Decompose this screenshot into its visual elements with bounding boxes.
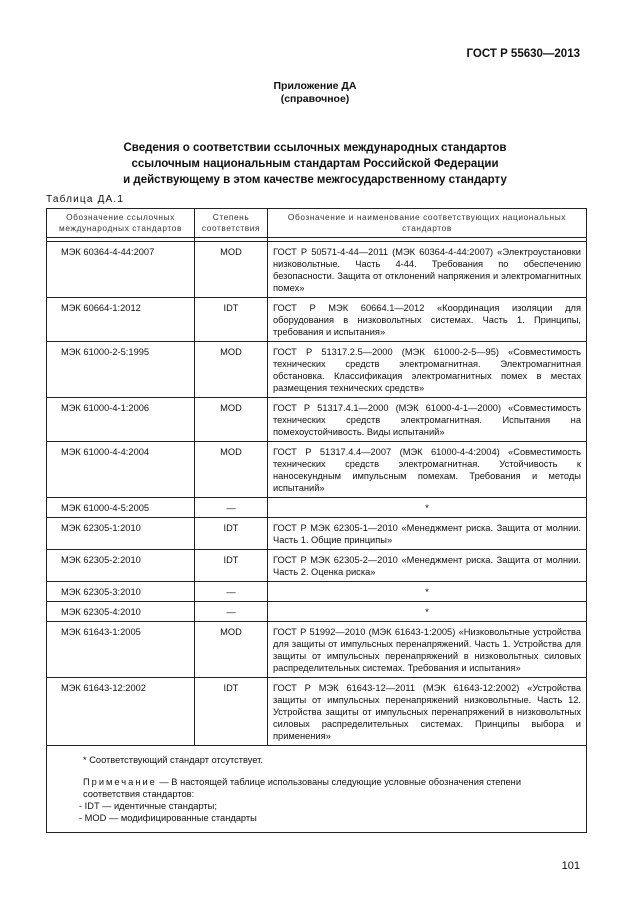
note-text: — В настоящей таблице использованы следующие условные обозначения степени соответствия стандартов: <box>83 777 522 799</box>
header-national-std: Обозначение и наименование соответствующих национальных стандартов <box>268 209 587 238</box>
international-std-cell: МЭК 60364-4-44:2007 <box>47 242 195 298</box>
international-std-cell: МЭК 62305-2:2010 <box>47 550 195 582</box>
international-std-cell: МЭК 60664-1:2012 <box>47 298 195 342</box>
correspondence-table-wrapper <box>46 208 586 833</box>
national-std-cell: ГОСТ Р МЭК 60664.1—2012 «Координация изоляции для оборудования в низковольтных системах. Часть 1. Принципы, требования и испытания» <box>268 298 587 342</box>
appendix-title: Приложение ДА <box>273 80 357 92</box>
national-std-cell: ГОСТ Р МЭК 62305-1—2010 «Менеджмент риска. Защита от молнии. Часть 1. Общие принципы» <box>268 518 587 550</box>
table-row <box>47 242 587 298</box>
degree-cell: IDT <box>195 298 268 342</box>
table-row <box>47 518 587 550</box>
degree-cell: MOD <box>195 242 268 298</box>
table-row <box>47 398 587 442</box>
international-std-cell: МЭК 61643-12:2002 <box>47 678 195 746</box>
international-std-cell: МЭК 61000-4-1:2006 <box>47 398 195 442</box>
national-std-cell: * <box>268 582 587 602</box>
degree-cell: MOD <box>195 622 268 678</box>
table-row <box>47 342 587 398</box>
appendix-heading <box>0 80 630 106</box>
section-title-line: Сведения о соответствии ссылочных международных стандартов <box>123 142 507 154</box>
appendix-subtitle: (справочное) <box>280 93 350 105</box>
degree-cell: IDT <box>195 550 268 582</box>
document-code: ГОСТ Р 55630—2013 <box>466 48 580 60</box>
table-row <box>47 622 587 678</box>
header-degree: Степень соответствия <box>195 209 268 238</box>
degree-cell: MOD <box>195 342 268 398</box>
table-row <box>47 442 587 498</box>
national-std-cell: ГОСТ Р 51317.4.4—2007 (МЭК 61000-4-4:2004) «Совместимость технических средств электромагнитная. Устойчивость к наносекундным импульсным помехам. Требования и методы испытаний» <box>268 442 587 498</box>
note-label: Примечание <box>83 777 157 787</box>
national-std-cell: ГОСТ Р 51317.4.1—2000 (МЭК 61000-4-1—2000) «Совместимость технических средств электромагнитная. Испытания на помехоустойчивость. Виды испытаний» <box>268 398 587 442</box>
degree-cell: MOD <box>195 442 268 498</box>
degree-cell: — <box>195 582 268 602</box>
international-std-cell: МЭК 61643-1:2005 <box>47 622 195 678</box>
degree-cell: — <box>195 498 268 518</box>
table-notes <box>47 746 587 833</box>
section-title-line: и действующему в этом качестве межгосударственному стандарту <box>123 174 507 186</box>
degree-cell: — <box>195 602 268 622</box>
national-std-cell: ГОСТ Р 50571-4-44—2011 (МЭК 60364-4-44:2007) «Электроустановки низковольтные. Часть 4-44. Требования по обеспечению безопасности. Защита от отклонений напряжения и электромагнитных помех» <box>268 242 587 298</box>
national-std-cell: * <box>268 602 587 622</box>
international-std-cell: МЭК 62305-1:2010 <box>47 518 195 550</box>
national-std-cell: ГОСТ Р 51992—2010 (МЭК 61643-1:2005) «Низковольтные устройства для защиты от импульсных перенапряжений. Часть 1. Устройства для защиты от импульсных перенапряжений в низковольтных силовых распределительных системах. Требования и испытания» <box>268 622 587 678</box>
degree-cell: IDT <box>195 518 268 550</box>
note-item: - MOD — модифицированные стандарты <box>79 813 257 823</box>
international-std-cell: МЭК 62305-3:2010 <box>47 582 195 602</box>
national-std-cell: ГОСТ Р МЭК 62305-2—2010 «Менеджмент риска. Защита от молнии. Часть 2. Оценка риска» <box>268 550 587 582</box>
national-std-cell: ГОСТ Р МЭК 61643-12—2011 (МЭК 61643-12:2002) «Устройства защиты от импульсных перенапряжений низковольтные. Часть 12. Устройства защиты от импульсных перенапряжений в низковольтных силовых распределительных системах. Принципы выбора и применения» <box>268 678 587 746</box>
section-title <box>0 140 630 188</box>
table-row <box>47 602 587 622</box>
table-body <box>47 238 587 746</box>
table-row <box>47 582 587 602</box>
international-std-cell: МЭК 62305-4:2010 <box>47 602 195 622</box>
page-number: 101 <box>561 860 580 872</box>
table-row <box>47 498 587 518</box>
notes-row <box>47 746 587 833</box>
degree-cell: MOD <box>195 398 268 442</box>
degree-cell: IDT <box>195 678 268 746</box>
national-std-cell: ГОСТ Р 51317.2.5—2000 (МЭК 61000-2-5—95) «Совместимость технических средств электромагнитная. Электромагнитная обстановка. Классификация электромагнитных помех в местах размещения технических средств» <box>268 342 587 398</box>
correspondence-table <box>46 208 587 833</box>
international-std-cell: МЭК 61000-2-5:1995 <box>47 342 195 398</box>
table-row <box>47 678 587 746</box>
international-std-cell: МЭК 61000-4-5:2005 <box>47 498 195 518</box>
note-star: * Соответствующий стандарт отсутствует. <box>83 755 263 765</box>
header-international-std: Обозначение ссылочных международных стандартов <box>47 209 195 238</box>
table-row <box>47 550 587 582</box>
table-row <box>47 298 587 342</box>
international-std-cell: МЭК 61000-4-4:2004 <box>47 442 195 498</box>
note-main <box>83 776 578 800</box>
section-title-line: ссылочным национальным стандартам Российской Федерации <box>131 158 499 170</box>
table-caption: Таблица ДА.1 <box>46 194 125 205</box>
table-header-row <box>47 209 587 238</box>
national-std-cell: * <box>268 498 587 518</box>
note-item: - IDT — идентичные стандарты; <box>79 801 217 811</box>
